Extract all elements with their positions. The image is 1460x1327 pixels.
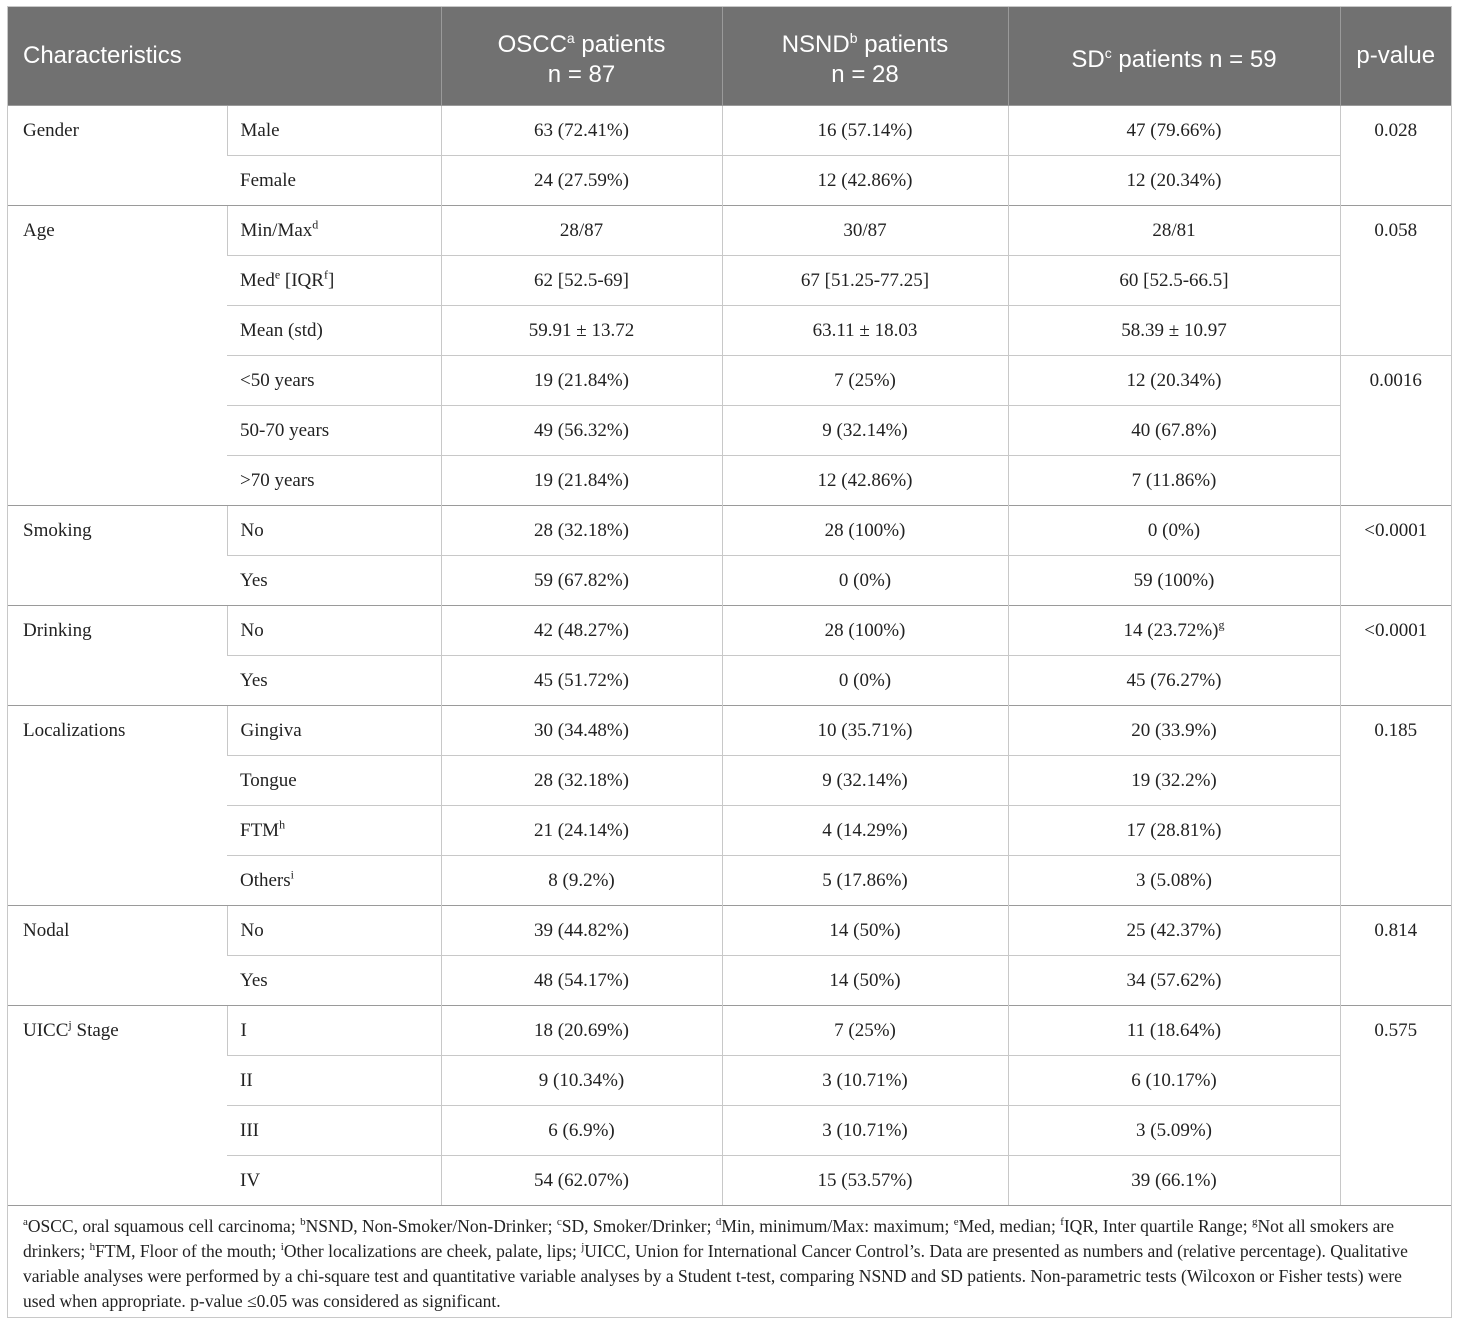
table-row — [8, 1006, 1451, 1056]
pvalue-nodal: 0.814 — [1340, 906, 1451, 1006]
sub-label: Female — [227, 156, 441, 206]
nsnd-value: 0 (0%) — [722, 556, 1008, 606]
footnote-text: Min, minimum/Max: maximum; — [721, 1216, 954, 1236]
footnote-text: NSND, Non-Smoker/Non-Drinker; — [305, 1216, 557, 1236]
sub-label: FTM — [240, 820, 280, 841]
pvalue-age-groups: 0.0016 — [1340, 356, 1451, 506]
sub-label: Gingiva — [227, 706, 441, 756]
sub-label: 50-70 years — [227, 406, 441, 456]
sd-value: 3 (5.08%) — [1008, 856, 1340, 906]
header-characteristics: Characteristics — [8, 7, 441, 106]
sd-value: 6 (10.17%) — [1008, 1056, 1340, 1106]
nsnd-value: 28 (100%) — [722, 506, 1008, 556]
pvalue-gender: 0.028 — [1340, 106, 1451, 206]
header-nsnd — [722, 7, 1008, 106]
footnote-marker: e — [953, 1216, 959, 1229]
footnote-marker: f — [323, 267, 328, 282]
sub-label: Yes — [227, 956, 441, 1006]
footnote-text: Other localizations are cheek, palate, lips; — [283, 1241, 582, 1261]
footnote-marker: b — [300, 1216, 306, 1229]
sd-value: 45 (76.27%) — [1008, 656, 1340, 706]
nsnd-value: 7 (25%) — [722, 1006, 1008, 1056]
oscc-value: 8 (9.2%) — [441, 856, 722, 906]
nsnd-value: 12 (42.86%) — [722, 156, 1008, 206]
table-header-row — [8, 7, 1451, 106]
nsnd-value: 67 [51.25-77.25] — [722, 256, 1008, 306]
header-sd-rest: patients n = 59 — [1111, 45, 1277, 73]
nsnd-value: 14 (50%) — [722, 906, 1008, 956]
sub-label: Med — [240, 270, 275, 291]
oscc-value: 19 (21.84%) — [441, 356, 722, 406]
sub-label: No — [227, 506, 441, 556]
sub-label-med — [227, 256, 441, 306]
sd-value: 59 (100%) — [1008, 556, 1340, 606]
table-row — [8, 506, 1451, 556]
header-sd-sup: c — [1104, 44, 1112, 61]
nsnd-value: 9 (32.14%) — [722, 756, 1008, 806]
footnote-marker: j — [581, 1241, 585, 1254]
oscc-value: 63 (72.41%) — [441, 106, 722, 156]
table-footnote — [8, 1205, 1451, 1314]
sd-value: 0 (0%) — [1008, 506, 1340, 556]
pvalue-uicc: 0.575 — [1340, 1006, 1451, 1206]
footnote-marker: i — [280, 1241, 284, 1254]
nsnd-value: 0 (0%) — [722, 656, 1008, 706]
oscc-value: 42 (48.27%) — [441, 606, 722, 656]
sub-label: <50 years — [227, 356, 441, 406]
sub-label: Yes — [227, 656, 441, 706]
sd-value: 11 (18.64%) — [1008, 1006, 1340, 1056]
footnote-text: Med, median; — [958, 1216, 1061, 1236]
sub-label: Others — [240, 870, 291, 891]
sd-value: 7 (11.86%) — [1008, 456, 1340, 506]
header-nsnd-n: n = 28 — [831, 60, 899, 88]
nsnd-value: 16 (57.14%) — [722, 106, 1008, 156]
footnote-marker: c — [556, 1216, 562, 1229]
oscc-value: 21 (24.14%) — [441, 806, 722, 856]
header-oscc-n: n = 87 — [547, 60, 616, 88]
table-row — [8, 606, 1451, 656]
sub-label-others — [227, 856, 441, 906]
oscc-value: 24 (27.59%) — [441, 156, 722, 206]
sd-value: 3 (5.09%) — [1008, 1106, 1340, 1156]
sub-label: No — [227, 606, 441, 656]
footnote-text: SD, Smoker/Drinker; — [561, 1216, 716, 1236]
sd-value: 40 (67.8%) — [1008, 406, 1340, 456]
sd-value: 14 (23.72%) — [1123, 620, 1219, 641]
footnote-text: UICC, Union for International Cancer Control’s. Data are presented as numbers and (relative percentage). Qualitative variable analyses were performed by a chi-square test and quantitative variable analyses by a Student t-test, comparing NSND and SD patients. Non-parametric tests (Wilcoxon or Fisher tests) were used when appropriate. p-value ≤0.05 was considered as significant. — [23, 1241, 1408, 1311]
sd-value: 12 (20.34%) — [1008, 356, 1340, 406]
sub-label: IV — [227, 1156, 441, 1206]
sd-value: 47 (79.66%) — [1008, 106, 1340, 156]
oscc-value: 59.91 ± 13.72 — [441, 306, 722, 356]
oscc-value: 59 (67.82%) — [441, 556, 722, 606]
nsnd-value: 7 (25%) — [722, 356, 1008, 406]
oscc-value: 30 (34.48%) — [441, 706, 722, 756]
category-smoking: Smoking — [8, 506, 227, 606]
footnote-marker: j — [68, 1017, 72, 1032]
sub-label: III — [227, 1106, 441, 1156]
header-sd-name: SD — [1071, 45, 1105, 73]
footnote-text: OSCC, oral squamous cell carcinoma; — [27, 1216, 301, 1236]
footnote-marker: i — [290, 867, 294, 882]
sub-label-ftm — [227, 806, 441, 856]
category-age: Age — [8, 206, 227, 506]
footnote-text: Not all smokers are drinkers; — [23, 1216, 1394, 1261]
category-uicc — [8, 1006, 227, 1206]
sub-label: II — [227, 1056, 441, 1106]
oscc-value: 19 (21.84%) — [441, 456, 722, 506]
sd-value: 12 (20.34%) — [1008, 156, 1340, 206]
nsnd-value: 28 (100%) — [722, 606, 1008, 656]
nsnd-value: 5 (17.86%) — [722, 856, 1008, 906]
pvalue-smoking: <0.0001 — [1340, 506, 1451, 606]
oscc-value: 28/87 — [441, 206, 722, 256]
sd-value: 28/81 — [1008, 206, 1340, 256]
nsnd-value: 9 (32.14%) — [722, 406, 1008, 456]
sd-value: 19 (32.2%) — [1008, 756, 1340, 806]
pvalue-age-continuous: 0.058 — [1340, 206, 1451, 356]
header-oscc-rest: patients — [574, 30, 666, 58]
oscc-value: 9 (10.34%) — [441, 1056, 722, 1106]
nsnd-value: 3 (10.71%) — [722, 1056, 1008, 1106]
sd-value: 34 (57.62%) — [1008, 956, 1340, 1006]
sd-value: 17 (28.81%) — [1008, 806, 1340, 856]
sd-value: 20 (33.9%) — [1008, 706, 1340, 756]
header-sd — [1008, 7, 1340, 106]
footnote-text: FTM, Floor of the mouth; — [95, 1241, 281, 1261]
category-label: Stage — [71, 1020, 119, 1041]
footnote-marker: f — [1060, 1216, 1064, 1229]
footnote-marker: g — [1218, 617, 1225, 632]
footnote-marker: e — [274, 267, 281, 282]
sub-label-minmax — [227, 206, 441, 256]
oscc-value: 48 (54.17%) — [441, 956, 722, 1006]
oscc-value: 28 (32.18%) — [441, 506, 722, 556]
oscc-value: 54 (62.07%) — [441, 1156, 722, 1206]
sub-label: Mean (std) — [227, 306, 441, 356]
nsnd-value: 14 (50%) — [722, 956, 1008, 1006]
header-oscc-sup: a — [566, 29, 575, 46]
sub-label: Tongue — [227, 756, 441, 806]
footnote-marker: d — [715, 1216, 722, 1229]
nsnd-value: 12 (42.86%) — [722, 456, 1008, 506]
oscc-value: 18 (20.69%) — [441, 1006, 722, 1056]
footnote-marker: d — [312, 217, 319, 232]
oscc-value: 49 (56.32%) — [441, 406, 722, 456]
table-row — [8, 206, 1451, 256]
oscc-value: 62 [52.5-69] — [441, 256, 722, 306]
category-nodal: Nodal — [8, 906, 227, 1006]
table-row — [8, 906, 1451, 956]
header-oscc-name: OSCC — [497, 30, 567, 58]
nsnd-value: 3 (10.71%) — [722, 1106, 1008, 1156]
footnote-marker: a — [23, 1216, 28, 1229]
header-nsnd-name: NSND — [781, 30, 850, 58]
category-drinking: Drinking — [8, 606, 227, 706]
sub-label: Male — [227, 106, 441, 156]
oscc-value: 45 (51.72%) — [441, 656, 722, 706]
footnote-text: IQR, Inter quartile Range; — [1063, 1216, 1252, 1236]
table-row — [8, 706, 1451, 756]
sd-value-cell — [1008, 606, 1340, 656]
sub-label: Yes — [227, 556, 441, 606]
sub-label: >70 years — [227, 456, 441, 506]
table-row — [8, 106, 1451, 156]
header-oscc — [441, 7, 722, 106]
header-pvalue: p-value — [1340, 7, 1451, 106]
header-nsnd-sup: b — [849, 29, 858, 46]
characteristics-table-container — [7, 6, 1452, 1318]
pvalue-drinking: <0.0001 — [1340, 606, 1451, 706]
pvalue-localizations: 0.185 — [1340, 706, 1451, 906]
oscc-value: 28 (32.18%) — [441, 756, 722, 806]
nsnd-value: 4 (14.29%) — [722, 806, 1008, 856]
sub-label: ] — [327, 270, 335, 291]
sub-label: No — [227, 906, 441, 956]
category-localizations: Localizations — [8, 706, 227, 906]
category-label: UICC — [23, 1020, 69, 1041]
category-gender: Gender — [8, 106, 227, 206]
oscc-value: 39 (44.82%) — [441, 906, 722, 956]
sub-label: Min/Max — [240, 220, 313, 241]
footnote-marker: g — [1251, 1216, 1258, 1229]
nsnd-value: 63.11 ± 18.03 — [722, 306, 1008, 356]
nsnd-value: 30/87 — [722, 206, 1008, 256]
oscc-value: 6 (6.9%) — [441, 1106, 722, 1156]
characteristics-table — [8, 7, 1451, 1205]
footnote-marker: h — [89, 1241, 96, 1254]
sd-value: 58.39 ± 10.97 — [1008, 306, 1340, 356]
footnote-marker: h — [279, 817, 286, 832]
nsnd-value: 10 (35.71%) — [722, 706, 1008, 756]
sd-value: 60 [52.5-66.5] — [1008, 256, 1340, 306]
sub-label: I — [227, 1006, 441, 1056]
nsnd-value: 15 (53.57%) — [722, 1156, 1008, 1206]
sub-label: [IQR — [280, 270, 324, 291]
header-nsnd-rest: patients — [857, 30, 949, 58]
sd-value: 25 (42.37%) — [1008, 906, 1340, 956]
sd-value: 39 (66.1%) — [1008, 1156, 1340, 1206]
